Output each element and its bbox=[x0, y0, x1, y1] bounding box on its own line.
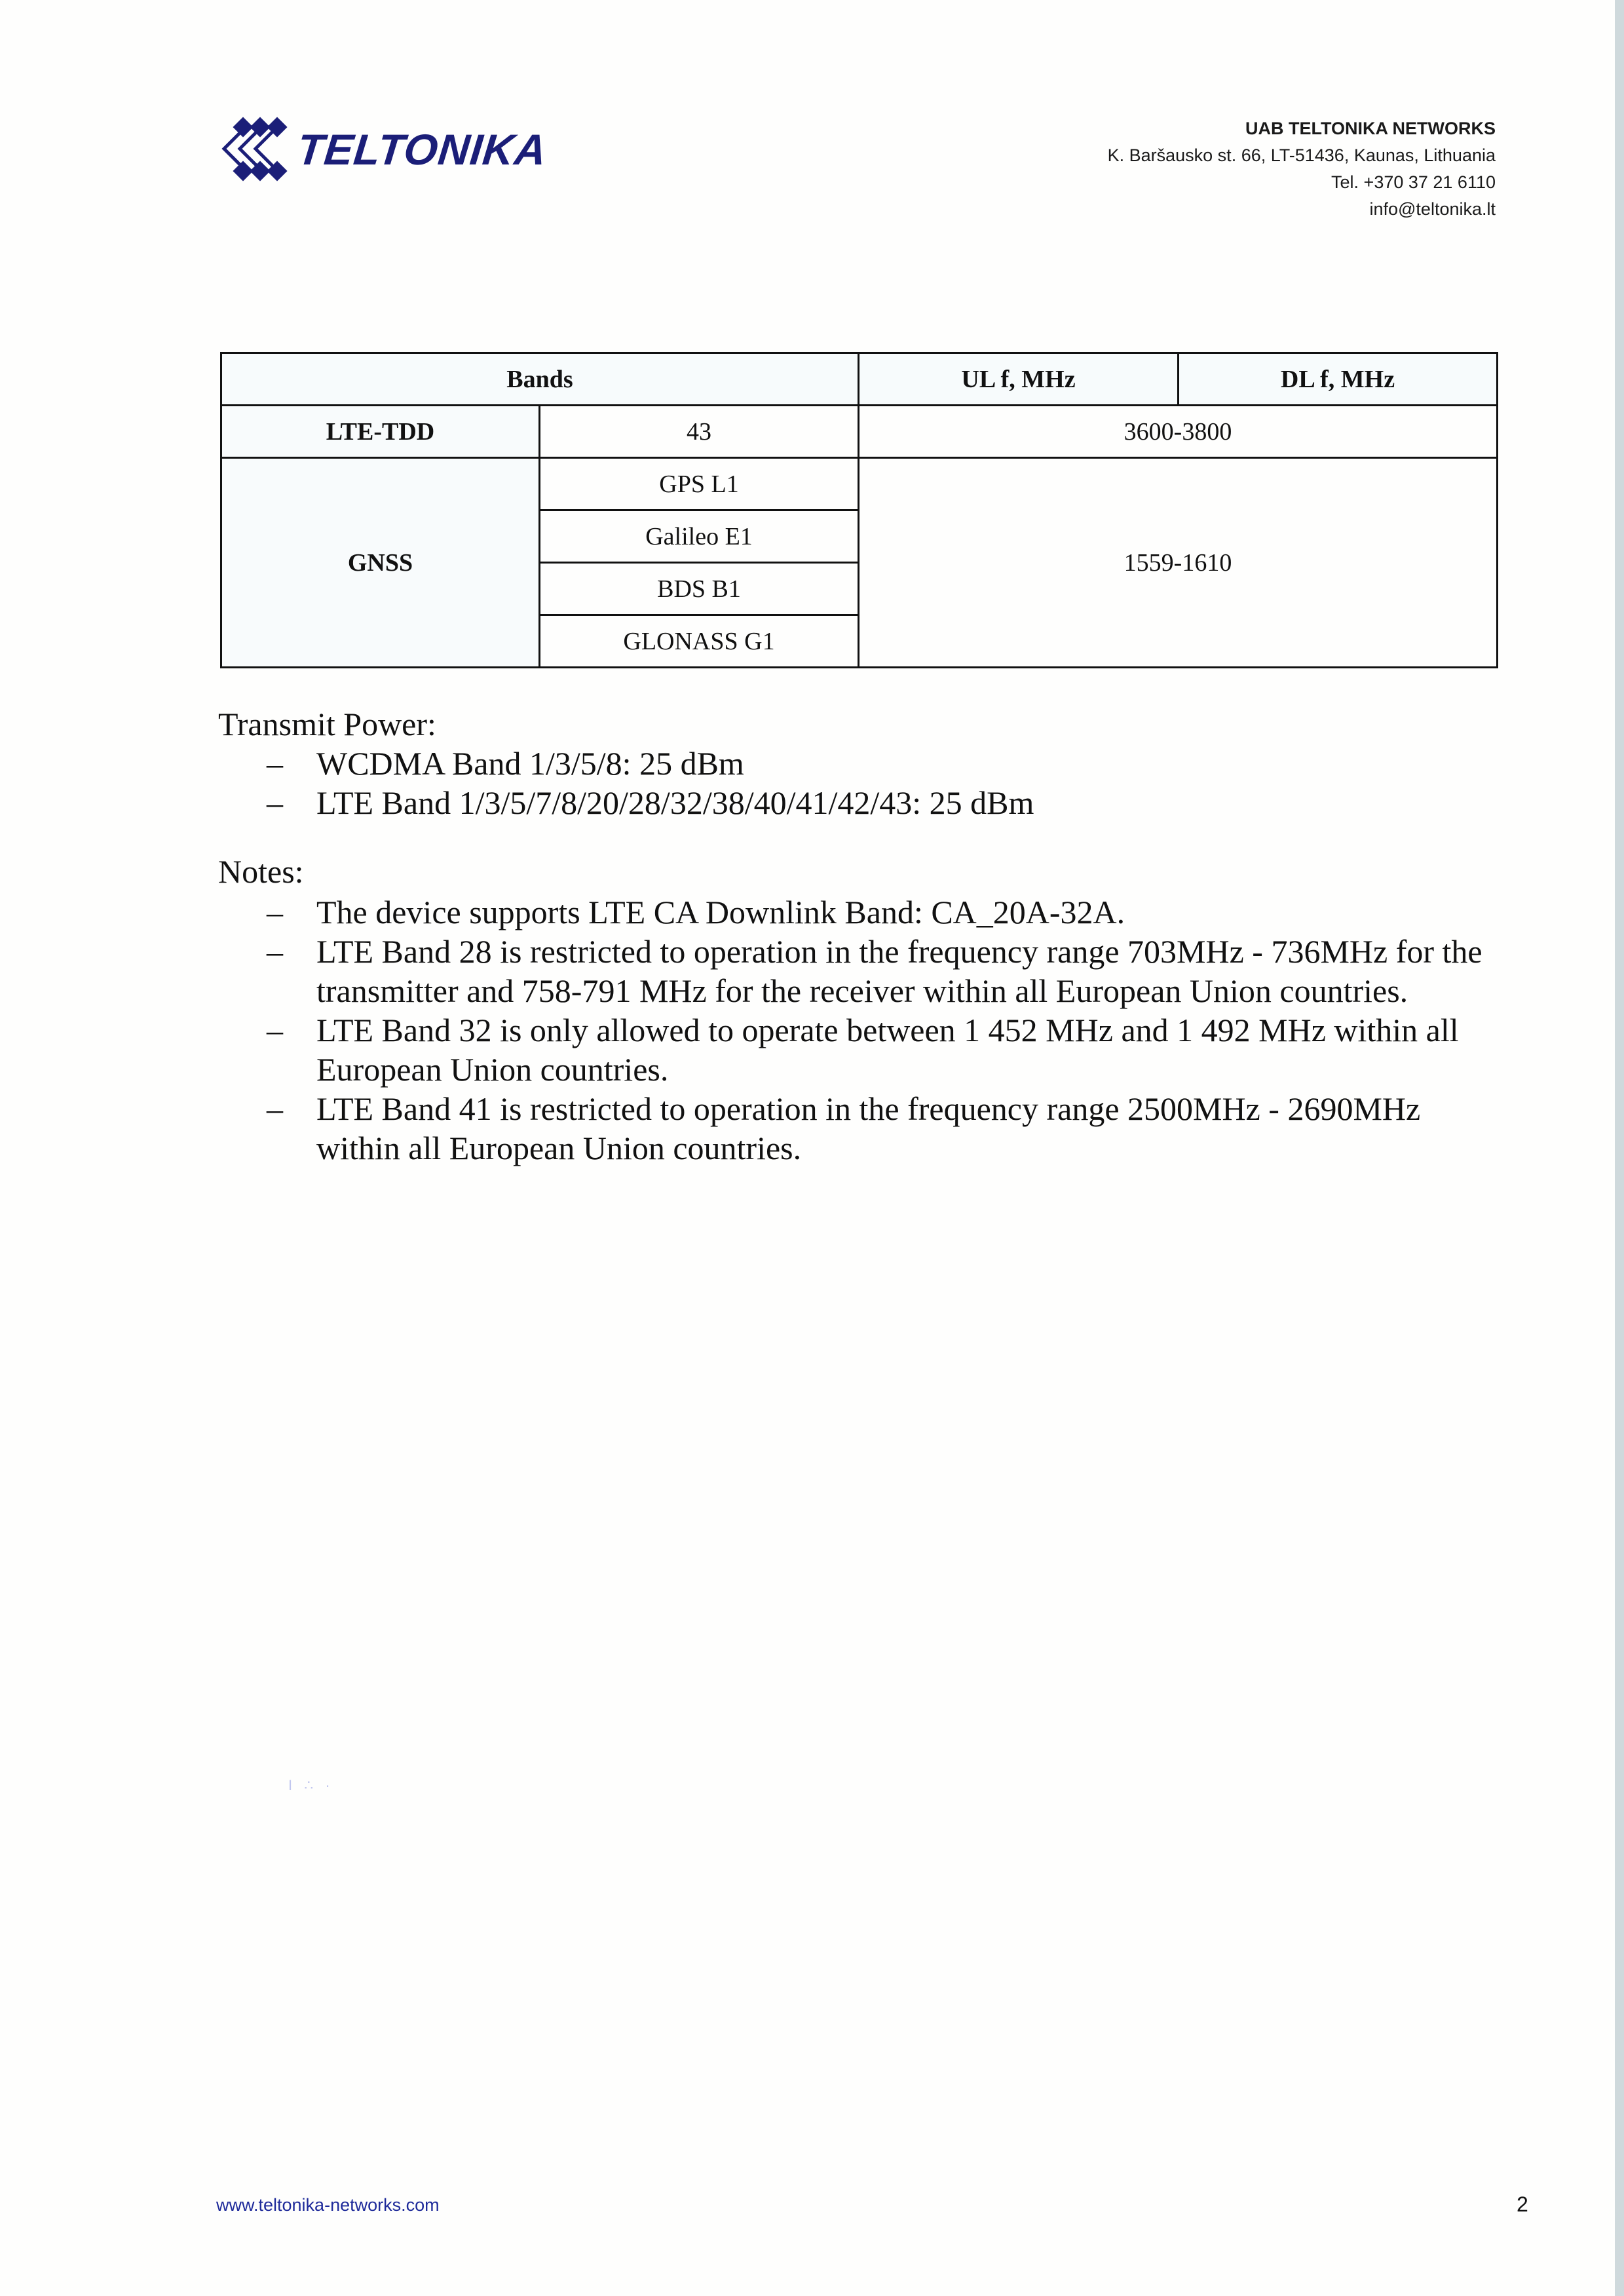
dash-bullet-icon: – bbox=[267, 933, 283, 970]
header-bands: Bands bbox=[221, 353, 859, 406]
list-item bbox=[218, 744, 1496, 783]
table-row bbox=[221, 458, 1498, 510]
company-address: K. Baršausko st. 66, LT-51436, Kaunas, Lithuania bbox=[1107, 145, 1496, 165]
dash-bullet-icon: – bbox=[267, 745, 283, 782]
notes-section bbox=[218, 852, 1496, 1168]
gnss-band: GLONASS G1 bbox=[540, 615, 859, 668]
gnss-frequency: 1559-1610 bbox=[859, 458, 1498, 668]
teltonika-chevron-logo-icon bbox=[216, 115, 295, 183]
teltonika-logo bbox=[216, 115, 550, 183]
list-item-text: WCDMA Band 1/3/5/8: 25 dBm bbox=[316, 745, 744, 782]
band-group-lte-tdd: LTE-TDD bbox=[221, 406, 540, 458]
page-number: 2 bbox=[1517, 2192, 1528, 2216]
frequency-bands-table bbox=[220, 352, 1498, 668]
list-item bbox=[218, 892, 1496, 932]
footer-website-link[interactable]: www.teltonika-networks.com bbox=[216, 2195, 440, 2215]
band-frequency: 3600-3800 bbox=[859, 406, 1498, 458]
dash-bullet-icon: – bbox=[267, 784, 283, 821]
logo-wordmark: TELTONIKA bbox=[295, 124, 550, 174]
transmit-power-section bbox=[218, 704, 1496, 822]
band-group-gnss: GNSS bbox=[221, 458, 540, 668]
dash-bullet-icon: – bbox=[267, 894, 283, 930]
list-item-text: LTE Band 28 is restricted to operation in the frequency range 703MHz - 736MHz for the transmitter and 758-791 MHz for the receiver within all European Union countries. bbox=[316, 933, 1482, 1009]
company-info bbox=[1108, 115, 1496, 223]
list-item bbox=[218, 1089, 1496, 1168]
band-number: 43 bbox=[540, 406, 859, 458]
gnss-band: BDS B1 bbox=[540, 563, 859, 615]
gnss-band: GPS L1 bbox=[540, 458, 859, 510]
list-item bbox=[218, 932, 1496, 1010]
scan-edge bbox=[1615, 0, 1624, 2296]
list-item-text: LTE Band 41 is restricted to operation in the frequency range 2500MHz - 2690MHz within all European Union countries. bbox=[316, 1090, 1421, 1166]
notes-title: Notes: bbox=[218, 853, 304, 890]
header-dl-frequency: DL f, MHz bbox=[1179, 353, 1498, 406]
faint-stamp-mark: I ∴ · bbox=[288, 1777, 334, 1793]
list-item bbox=[218, 1010, 1496, 1089]
table-row bbox=[221, 406, 1498, 458]
list-item-text: The device supports LTE CA Downlink Band: CA_20A-32A. bbox=[316, 894, 1125, 930]
dash-bullet-icon: – bbox=[267, 1090, 283, 1127]
list-item bbox=[218, 783, 1496, 822]
list-item-text: LTE Band 1/3/5/7/8/20/28/32/38/40/41/42/43: 25 dBm bbox=[316, 784, 1034, 821]
header-ul-frequency: UL f, MHz bbox=[859, 353, 1179, 406]
transmit-power-title: Transmit Power: bbox=[218, 706, 436, 742]
table-header-row bbox=[221, 353, 1498, 406]
dash-bullet-icon: – bbox=[267, 1012, 283, 1048]
company-phone: Tel. +370 37 21 6110 bbox=[1331, 172, 1496, 192]
gnss-band: Galileo E1 bbox=[540, 510, 859, 563]
list-item-text: LTE Band 32 is only allowed to operate between 1 452 MHz and 1 492 MHz within all European Union countries. bbox=[316, 1012, 1459, 1088]
company-email[interactable]: info@teltonika.lt bbox=[1369, 199, 1496, 219]
company-name: UAB TELTONIKA NETWORKS bbox=[1245, 119, 1496, 138]
